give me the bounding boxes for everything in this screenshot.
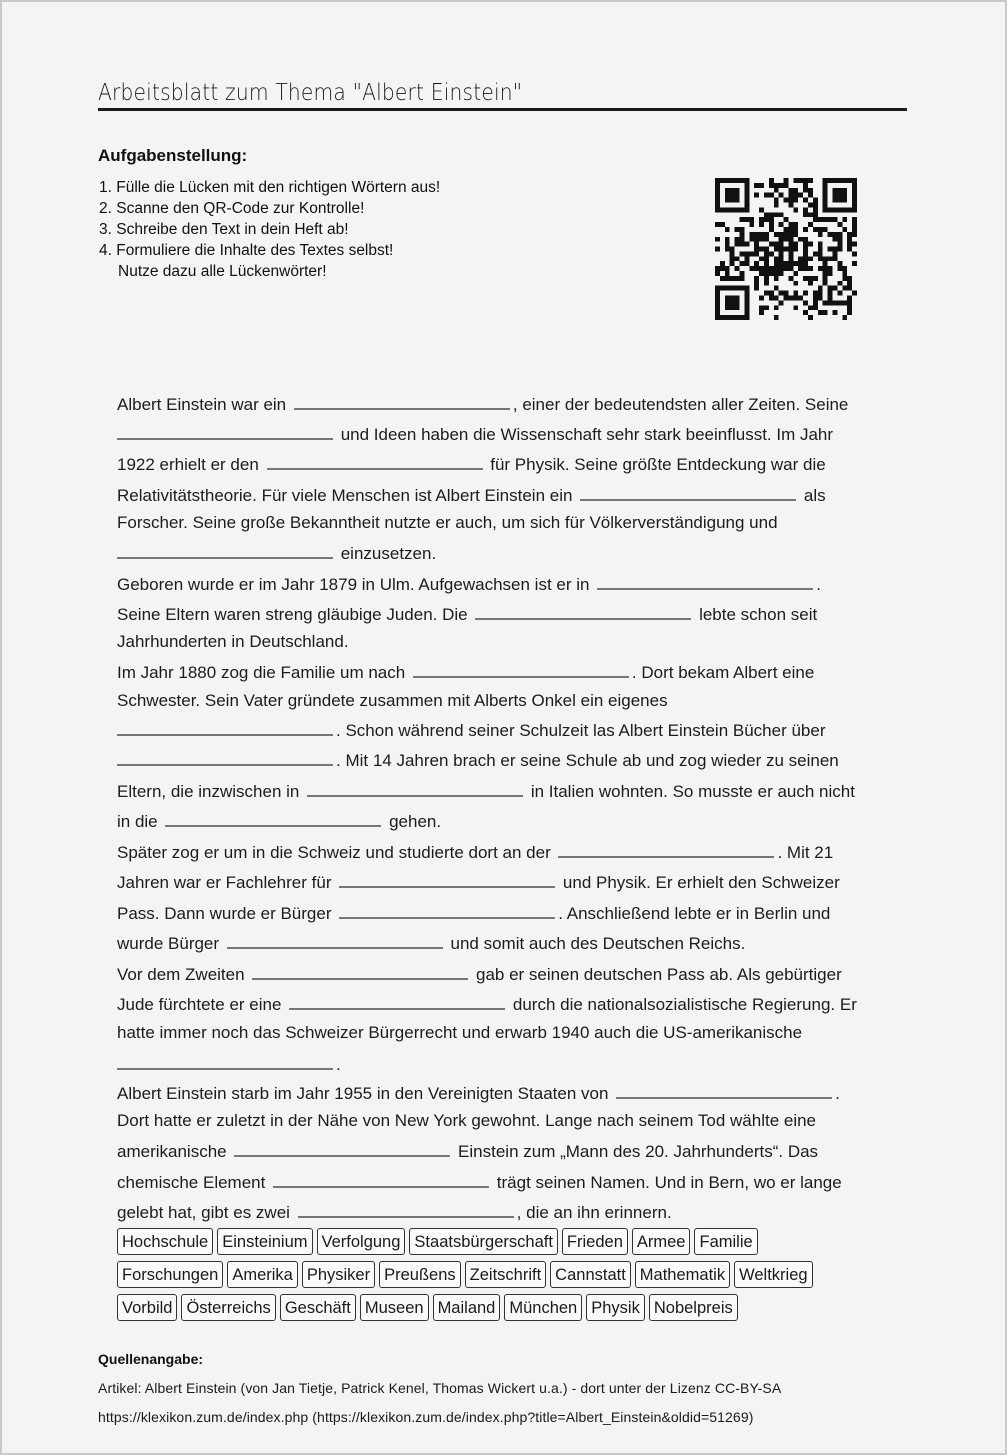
text-line xyxy=(117,660,814,683)
text-segment: . xyxy=(835,1084,840,1103)
text-segment: Schwester. Sein Vater gründete zusammen mit Alberts Onkel ein eigenes xyxy=(117,691,668,710)
text-segment: als xyxy=(799,486,826,505)
word-chip[interactable]: Frieden xyxy=(562,1228,628,1255)
task-item: 4. Formuliere die Inhalte des Textes selbst! xyxy=(99,242,394,259)
text-segment: Jude fürchtete er eine xyxy=(117,995,287,1014)
gap-blank[interactable] xyxy=(117,1052,333,1070)
text-segment: . Anschließend lebte er in Berlin und xyxy=(558,904,831,923)
task-item: 1. Fülle die Lücken mit den richtigen Wörtern aus! xyxy=(99,179,441,196)
text-segment: . Mit 14 Jahren brach er seine Schule ab und zog wieder zu seinen xyxy=(336,751,839,770)
text-segment: . Schon während seiner Schulzeit las Albert Einstein Bücher über xyxy=(336,721,826,740)
text-line xyxy=(117,1081,840,1104)
source-heading: Quellenangabe: xyxy=(98,1351,204,1367)
text-segment: Relativitätstheorie. Für viele Menschen ist Albert Einstein ein xyxy=(117,486,578,505)
word-chip[interactable]: Armee xyxy=(632,1228,691,1255)
text-segment: Einstein zum „Mann des 20. Jahrhunderts“. Das xyxy=(453,1142,819,1161)
gap-blank[interactable] xyxy=(165,809,381,827)
task-item: 3. Schreibe den Text in dein Heft ab! xyxy=(99,221,349,238)
task-item: 2. Scanne den QR-Code zur Kontrolle! xyxy=(99,200,365,217)
text-segment: . Dort bekam Albert eine xyxy=(631,663,815,682)
gap-blank[interactable] xyxy=(298,1200,514,1218)
text-line xyxy=(117,748,839,771)
text-segment: Forscher. Seine große Bekanntheit nutzte er auch, um sich für Völkerverständigung und xyxy=(117,513,778,532)
word-chip[interactable]: Einsteinium xyxy=(217,1228,312,1255)
text-line xyxy=(117,840,833,863)
text-segment: hatte immer noch das Schweizer Bürgerrecht und erwarb 1940 auch die US-amerikanische xyxy=(117,1023,803,1042)
text-line xyxy=(117,962,842,985)
text-segment: Jahren war er Fachlehrer für xyxy=(117,873,337,892)
text-line xyxy=(117,1052,341,1075)
word-chip[interactable]: Familie xyxy=(694,1228,757,1255)
task-list xyxy=(99,177,440,282)
word-chip[interactable]: Vorbild xyxy=(117,1294,177,1321)
word-chip[interactable]: Nobelpreis xyxy=(649,1294,738,1321)
gap-blank[interactable] xyxy=(597,572,813,590)
text-segment: chemische Element xyxy=(117,1173,271,1192)
gap-blank[interactable] xyxy=(117,422,333,440)
source-url: https://klexikon.zum.de/index.php (https://klexikon.zum.de/index.php?title=Albert_Einstein&oldid=51269) xyxy=(98,1409,754,1425)
text-segment: und Physik. Er erhielt den Schweizer xyxy=(558,873,840,892)
text-segment: Geboren wurde er im Jahr 1879 in Ulm. Aufgewachsen ist er in xyxy=(117,575,595,594)
word-chip[interactable]: Verfolgung xyxy=(317,1228,406,1255)
word-chip[interactable]: Physiker xyxy=(302,1261,375,1288)
text-segment: Im Jahr 1880 zog die Familie um nach xyxy=(117,663,410,682)
text-line xyxy=(117,931,745,954)
word-chip[interactable]: Forschungen xyxy=(117,1261,223,1288)
gap-blank[interactable] xyxy=(339,901,555,919)
text-segment: gehen. xyxy=(384,812,442,831)
word-chip[interactable]: Mathematik xyxy=(635,1261,730,1288)
text-segment: einzusetzen. xyxy=(336,544,437,563)
text-segment: amerikanische xyxy=(117,1142,232,1161)
text-segment: durch die nationalsozialistische Regierung. Er xyxy=(508,995,857,1014)
source-article: Artikel: Albert Einstein (von Jan Tietje, Patrick Kenel, Thomas Wickert u.a.) - dort unter der Lizenz CC-BY-SA xyxy=(98,1380,782,1396)
text-line xyxy=(117,513,778,533)
text-segment: Später zog er um in die Schweiz und studierte dort an der xyxy=(117,843,556,862)
word-bank-row xyxy=(117,1228,813,1255)
text-segment: für Physik. Seine größte Entdeckung war die xyxy=(485,455,826,474)
word-chip[interactable]: Cannstatt xyxy=(550,1261,631,1288)
text-segment: Pass. Dann wurde er Bürger xyxy=(117,904,337,923)
gap-blank[interactable] xyxy=(273,1170,489,1188)
gap-blank[interactable] xyxy=(413,660,629,678)
text-segment: . xyxy=(816,575,821,594)
gap-blank[interactable] xyxy=(558,840,774,858)
text-line xyxy=(117,691,668,711)
word-chip[interactable]: Preußens xyxy=(379,1261,461,1288)
text-line xyxy=(117,870,840,893)
word-bank-row xyxy=(117,1294,813,1321)
page-title: Arbeitsblatt zum Thema "Albert Einstein" xyxy=(98,80,523,106)
gap-blank[interactable] xyxy=(267,452,483,470)
text-segment: gab er seinen deutschen Pass ab. Als gebürtiger xyxy=(471,965,842,984)
gap-blank[interactable] xyxy=(252,962,468,980)
word-bank-row xyxy=(117,1261,813,1288)
text-segment: Vor dem Zweiten xyxy=(117,965,250,984)
text-line xyxy=(117,992,857,1015)
word-chip[interactable]: Weltkrieg xyxy=(734,1261,812,1288)
title-underline xyxy=(98,108,907,111)
word-chip[interactable]: München xyxy=(504,1294,582,1321)
text-line xyxy=(117,602,817,625)
word-chip[interactable]: Museen xyxy=(360,1294,429,1321)
text-segment: trägt seinen Namen. Und in Bern, wo er lange xyxy=(492,1173,842,1192)
text-line xyxy=(117,452,826,475)
text-segment: lebte schon seit xyxy=(694,605,818,624)
word-chip[interactable]: Österreichs xyxy=(181,1294,275,1321)
text-segment: . Mit 21 xyxy=(777,843,834,862)
gap-blank[interactable] xyxy=(117,718,333,736)
text-segment: und Ideen haben die Wissenschaft sehr stark beeinflusst. Im Jahr xyxy=(336,425,834,444)
text-line xyxy=(117,422,833,445)
text-segment: und somit auch des Deutschen Reichs. xyxy=(445,934,746,953)
text-segment: Albert Einstein starb im Jahr 1955 in den Vereinigten Staaten von xyxy=(117,1084,614,1103)
text-line xyxy=(117,541,436,564)
text-line xyxy=(117,1170,842,1193)
text-line xyxy=(117,1111,816,1131)
text-line xyxy=(117,1023,802,1043)
text-line xyxy=(117,1200,672,1223)
text-line xyxy=(117,632,349,652)
word-chip[interactable]: Mailand xyxy=(433,1294,501,1321)
text-segment: Eltern, die inzwischen in xyxy=(117,782,305,801)
gap-blank[interactable] xyxy=(475,602,691,620)
task-item: Nutze dazu alle Lückenwörter! xyxy=(118,263,327,280)
text-line xyxy=(117,779,855,802)
word-chip[interactable]: Geschäft xyxy=(280,1294,356,1321)
gap-blank[interactable] xyxy=(580,483,796,501)
gap-blank[interactable] xyxy=(339,870,555,888)
text-line xyxy=(117,572,821,595)
text-line xyxy=(117,901,830,924)
text-segment: , die an ihn erinnern. xyxy=(516,1203,672,1222)
gap-blank[interactable] xyxy=(227,931,443,949)
gap-blank[interactable] xyxy=(616,1081,832,1099)
word-chip[interactable]: Staatsbürgerschaft xyxy=(409,1228,558,1255)
gap-blank[interactable] xyxy=(117,541,333,559)
word-chip[interactable]: Physik xyxy=(586,1294,645,1321)
text-line xyxy=(117,1139,818,1162)
text-segment: in Italien wohnten. So musste er auch nicht xyxy=(526,782,855,801)
word-chip[interactable]: Zeitschrift xyxy=(465,1261,547,1288)
word-chip[interactable]: Amerika xyxy=(227,1261,298,1288)
text-segment: Dort hatte er zuletzt in der Nähe von New York gewohnt. Lange nach seinem Tod wählte eine xyxy=(117,1111,817,1130)
gap-blank[interactable] xyxy=(117,748,333,766)
gap-blank[interactable] xyxy=(234,1139,450,1157)
text-line xyxy=(117,392,848,415)
text-line xyxy=(117,483,826,506)
text-segment: . xyxy=(336,1055,341,1074)
text-segment: 1922 erhielt er den xyxy=(117,455,264,474)
text-segment: wurde Bürger xyxy=(117,934,224,953)
word-chip[interactable]: Hochschule xyxy=(117,1228,213,1255)
text-line xyxy=(117,809,441,832)
text-segment: Seine Eltern waren streng gläubige Juden. Die xyxy=(117,605,473,624)
text-segment: in die xyxy=(117,812,163,831)
gap-blank[interactable] xyxy=(294,392,510,410)
text-segment: Jahrhunderten in Deutschland. xyxy=(117,632,349,651)
text-segment: Albert Einstein war ein xyxy=(117,395,291,414)
task-heading: Aufgabenstellung: xyxy=(98,146,248,165)
text-segment: gelebt hat, gibt es zwei xyxy=(117,1203,295,1222)
word-bank xyxy=(117,1228,813,1327)
gap-blank[interactable] xyxy=(307,779,523,797)
text-segment: , einer der bedeutendsten aller Zeiten. Seine xyxy=(512,395,849,414)
qr-code-icon[interactable] xyxy=(715,177,857,321)
gap-blank[interactable] xyxy=(289,992,505,1010)
text-line xyxy=(117,718,826,741)
